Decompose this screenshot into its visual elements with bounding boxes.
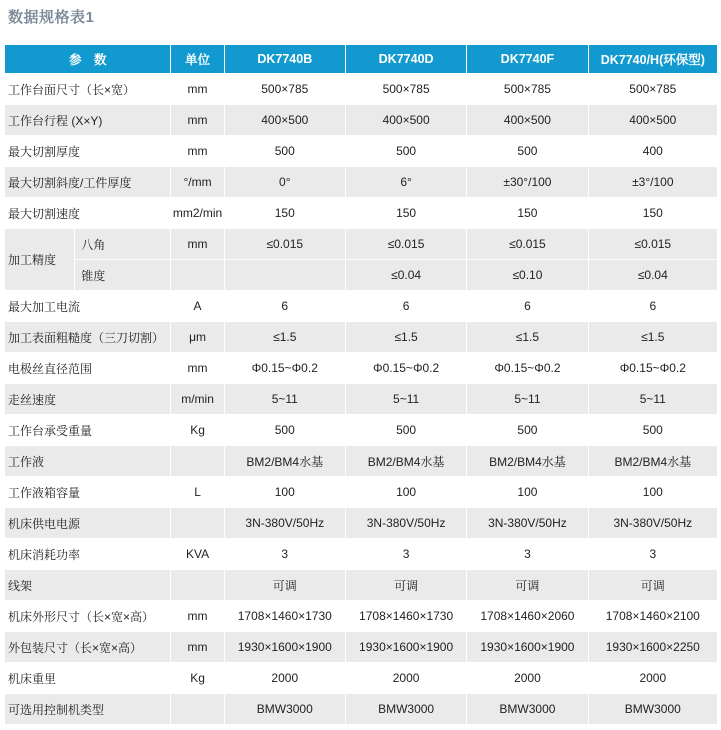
- param-cell: 工作台承受重量: [5, 415, 170, 445]
- value-cell: 1708×1460×2100: [589, 601, 717, 631]
- table-row: [5, 229, 717, 259]
- table-row: [5, 415, 717, 445]
- spec-table: [4, 44, 718, 725]
- param-cell: 最大切割速度: [5, 198, 170, 228]
- value-cell: 500: [225, 136, 345, 166]
- value-cell: 0°: [225, 167, 345, 197]
- unit-cell: m/min: [171, 384, 223, 414]
- param-cell: 最大切割斜度/工件厚度: [5, 167, 170, 197]
- unit-cell: mm: [171, 136, 223, 166]
- value-cell: 可调: [467, 570, 587, 600]
- table-row: [5, 260, 717, 290]
- value-cell: 可调: [346, 570, 466, 600]
- param-cell: 最大加工电流: [5, 291, 170, 321]
- value-cell: 100: [346, 477, 466, 507]
- value-cell: ≤0.015: [467, 229, 587, 259]
- unit-cell: L: [171, 477, 223, 507]
- table-row: [5, 601, 717, 631]
- table-row: [5, 167, 717, 197]
- value-cell: ≤0.04: [346, 260, 466, 290]
- header-model-1: DK7740B: [225, 45, 345, 73]
- value-cell: BM2/BM4水基: [467, 446, 587, 476]
- value-cell: 500×785: [589, 74, 717, 104]
- param-cell: 加工表面粗糙度（三刀切割）: [5, 322, 170, 352]
- param-cell: 线架: [5, 570, 170, 600]
- param-cell: 工作液: [5, 446, 170, 476]
- param-cell: 工作台行程 (X×Y): [5, 105, 170, 135]
- sub-param-cell: 锥度: [75, 260, 170, 290]
- value-cell: 100: [589, 477, 717, 507]
- table-row: [5, 446, 717, 476]
- value-cell: ≤0.015: [346, 229, 466, 259]
- table-row: [5, 663, 717, 693]
- value-cell: 500: [346, 136, 466, 166]
- value-cell: ±3°/100: [589, 167, 717, 197]
- table-row: [5, 353, 717, 383]
- value-cell: BM2/BM4水基: [589, 446, 717, 476]
- value-cell: 6: [467, 291, 587, 321]
- value-cell: 500: [467, 136, 587, 166]
- table-body: [5, 74, 717, 724]
- value-cell: 400×500: [467, 105, 587, 135]
- value-cell: BMW3000: [346, 694, 466, 724]
- param-cell: 外包装尺寸（长×宽×高）: [5, 632, 170, 662]
- value-cell: BMW3000: [467, 694, 587, 724]
- value-cell: 1708×1460×1730: [346, 601, 466, 631]
- value-cell: 150: [589, 198, 717, 228]
- page-title: 数据规格表1: [8, 9, 95, 26]
- unit-cell: [171, 260, 223, 290]
- value-cell: 150: [467, 198, 587, 228]
- value-cell: 3: [225, 539, 345, 569]
- unit-cell: mm: [171, 229, 223, 259]
- param-cell: 机床供电电源: [5, 508, 170, 538]
- value-cell: Φ0.15~Φ0.2: [346, 353, 466, 383]
- value-cell: Φ0.15~Φ0.2: [467, 353, 587, 383]
- value-cell: [225, 260, 345, 290]
- value-cell: ≤1.5: [225, 322, 345, 352]
- unit-cell: [171, 508, 223, 538]
- value-cell: Φ0.15~Φ0.2: [225, 353, 345, 383]
- value-cell: 3N-380V/50Hz: [346, 508, 466, 538]
- value-cell: ≤0.015: [589, 229, 717, 259]
- sub-param-cell: 八角: [75, 229, 170, 259]
- value-cell: 可调: [589, 570, 717, 600]
- header-row: [5, 45, 717, 73]
- value-cell: 500×785: [467, 74, 587, 104]
- value-cell: 2000: [346, 663, 466, 693]
- value-cell: 6°: [346, 167, 466, 197]
- value-cell: BM2/BM4水基: [225, 446, 345, 476]
- value-cell: 150: [346, 198, 466, 228]
- value-cell: 1708×1460×2060: [467, 601, 587, 631]
- value-cell: 1930×1600×1900: [225, 632, 345, 662]
- unit-cell: KVA: [171, 539, 223, 569]
- value-cell: ≤0.10: [467, 260, 587, 290]
- value-cell: ≤1.5: [467, 322, 587, 352]
- header-unit: 单位: [171, 45, 223, 73]
- value-cell: 3: [346, 539, 466, 569]
- table-row: [5, 508, 717, 538]
- param-cell: 机床重里: [5, 663, 170, 693]
- param-cell: 加工精度: [5, 229, 74, 290]
- table-row: [5, 322, 717, 352]
- param-cell: 走丝速度: [5, 384, 170, 414]
- table-row: [5, 477, 717, 507]
- value-cell: BM2/BM4水基: [346, 446, 466, 476]
- param-cell: 最大切割厚度: [5, 136, 170, 166]
- value-cell: 400×500: [225, 105, 345, 135]
- value-cell: 500: [589, 415, 717, 445]
- value-cell: 2000: [589, 663, 717, 693]
- unit-cell: [171, 446, 223, 476]
- value-cell: 2000: [225, 663, 345, 693]
- value-cell: ±30°/100: [467, 167, 587, 197]
- value-cell: ≤0.015: [225, 229, 345, 259]
- value-cell: 1930×1600×2250: [589, 632, 717, 662]
- value-cell: 3N-380V/50Hz: [589, 508, 717, 538]
- value-cell: 3: [467, 539, 587, 569]
- unit-cell: Kg: [171, 415, 223, 445]
- value-cell: ≤1.5: [346, 322, 466, 352]
- unit-cell: A: [171, 291, 223, 321]
- param-cell: 工作台面尺寸（长×宽）: [5, 74, 170, 104]
- table-row: [5, 74, 717, 104]
- value-cell: 500: [467, 415, 587, 445]
- table-row: [5, 384, 717, 414]
- unit-cell: °/mm: [171, 167, 223, 197]
- value-cell: 5~11: [589, 384, 717, 414]
- param-cell: 机床外形尺寸（长×宽×高）: [5, 601, 170, 631]
- table-row: [5, 291, 717, 321]
- value-cell: 400×500: [346, 105, 466, 135]
- param-cell: 机床消耗功率: [5, 539, 170, 569]
- table-row: [5, 105, 717, 135]
- value-cell: 6: [589, 291, 717, 321]
- value-cell: 500×785: [225, 74, 345, 104]
- value-cell: 3: [589, 539, 717, 569]
- value-cell: ≤0.04: [589, 260, 717, 290]
- value-cell: 2000: [467, 663, 587, 693]
- value-cell: 400: [589, 136, 717, 166]
- header-param: 参 数: [5, 45, 170, 73]
- unit-cell: Kg: [171, 663, 223, 693]
- value-cell: 5~11: [346, 384, 466, 414]
- table-row: [5, 136, 717, 166]
- value-cell: 6: [346, 291, 466, 321]
- unit-cell: mm: [171, 105, 223, 135]
- value-cell: BMW3000: [225, 694, 345, 724]
- value-cell: 100: [225, 477, 345, 507]
- value-cell: 可调: [225, 570, 345, 600]
- unit-cell: [171, 570, 223, 600]
- value-cell: 6: [225, 291, 345, 321]
- value-cell: 500: [346, 415, 466, 445]
- table-row: [5, 694, 717, 724]
- value-cell: 5~11: [225, 384, 345, 414]
- unit-cell: mm: [171, 601, 223, 631]
- value-cell: 3N-380V/50Hz: [225, 508, 345, 538]
- unit-cell: mm2/min: [171, 198, 223, 228]
- value-cell: BMW3000: [589, 694, 717, 724]
- header-model-2: DK7740D: [346, 45, 466, 73]
- value-cell: 500×785: [346, 74, 466, 104]
- unit-cell: [171, 694, 223, 724]
- unit-cell: mm: [171, 632, 223, 662]
- unit-cell: μm: [171, 322, 223, 352]
- value-cell: 1930×1600×1900: [467, 632, 587, 662]
- param-cell: 可选用控制机类型: [5, 694, 170, 724]
- value-cell: 500: [225, 415, 345, 445]
- value-cell: 400×500: [589, 105, 717, 135]
- unit-cell: mm: [171, 353, 223, 383]
- header-model-4: DK7740/H(环保型): [589, 45, 717, 73]
- value-cell: 1708×1460×1730: [225, 601, 345, 631]
- value-cell: Φ0.15~Φ0.2: [589, 353, 717, 383]
- value-cell: 3N-380V/50Hz: [467, 508, 587, 538]
- value-cell: 100: [467, 477, 587, 507]
- param-cell: 电极丝直径范围: [5, 353, 170, 383]
- value-cell: 150: [225, 198, 345, 228]
- value-cell: 1930×1600×1900: [346, 632, 466, 662]
- table-row: [5, 539, 717, 569]
- value-cell: ≤1.5: [589, 322, 717, 352]
- param-cell: 工作液箱容量: [5, 477, 170, 507]
- table-row: [5, 570, 717, 600]
- header-model-3: DK7740F: [467, 45, 587, 73]
- value-cell: 5~11: [467, 384, 587, 414]
- unit-cell: mm: [171, 74, 223, 104]
- table-row: [5, 632, 717, 662]
- table-row: [5, 198, 717, 228]
